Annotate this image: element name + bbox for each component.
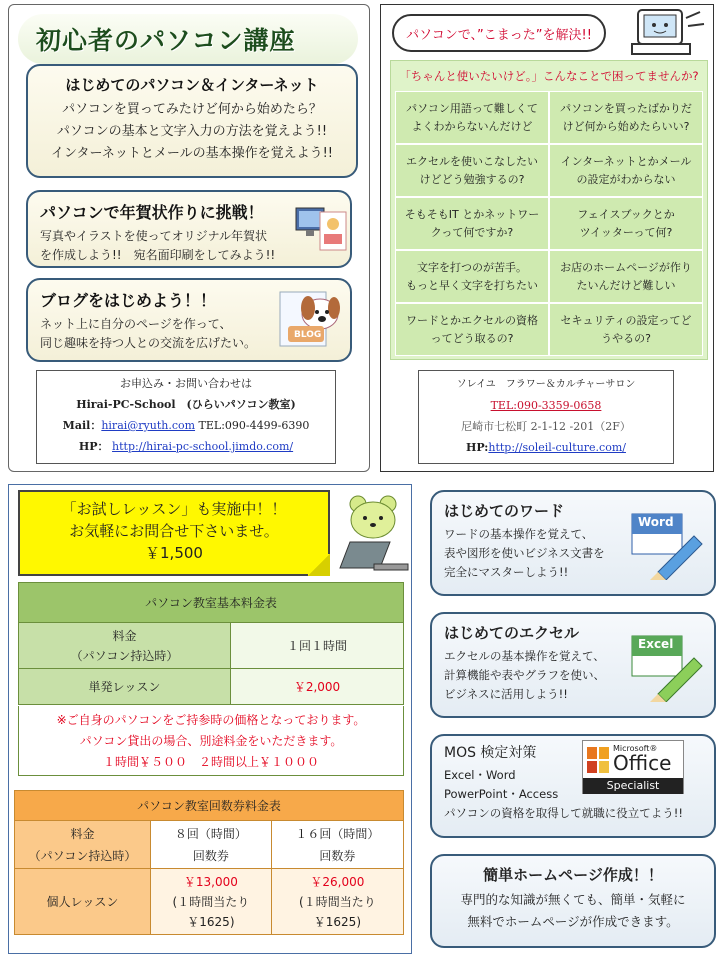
card-heading: パソコンで年賀状作りに挑戦！: [40, 203, 264, 222]
card-line: パソコンを買ってみたけど何から始めたら？: [62, 102, 322, 117]
card-heading: はじめてのワード: [444, 502, 565, 520]
private-lesson-label: 個人レッスン: [15, 869, 151, 935]
hp-row: [419, 437, 673, 458]
question-line: 文字を打つのが苦手。: [417, 260, 527, 274]
card-line: パソコンの資格を取得して就職に役立てよう!!: [444, 806, 683, 820]
question-line: うやるの?: [601, 331, 651, 345]
mail-label: Mail：: [62, 419, 102, 432]
card-heading: はじめてのエクセル: [444, 624, 580, 642]
question-line: よくわからないんだけど: [411, 119, 533, 133]
logo-bar: Specialist: [583, 778, 683, 794]
card-line: 表や図形を使いビジネス文書を: [444, 546, 605, 560]
questions-box: [390, 60, 708, 360]
questions-title: 「ちゃんと使いたいけど。」こんなことで困ってませんか?: [399, 69, 699, 83]
question-line: フェイスブックとか: [577, 207, 675, 221]
card-line: ワードの基本操作を覚えて、: [444, 527, 594, 541]
price-value: ￥26,000: [310, 874, 365, 889]
question-line: もっと早く文字を打ちたい: [406, 278, 538, 292]
fee-label-cell: [19, 623, 231, 669]
speech-bubble: パソコンで、”こまった”を解決!!: [392, 14, 606, 52]
col-header-line: １６回（時間）: [295, 826, 380, 841]
card-line: を作成しよう!! 宛名面印刷をしてみよう!!: [40, 248, 276, 262]
card-line: ビジネスに活用しよう!!: [444, 687, 568, 701]
card-excel: [430, 612, 716, 718]
question-cell: [395, 197, 549, 250]
question-line: インターネットとかメール: [560, 154, 692, 168]
card-line: 写真やイラストを使ってオリジナル年賀状: [40, 229, 268, 243]
question-line: お店のホームページが作り: [560, 260, 692, 274]
contact-intro: お申込み・お問い合わせは: [120, 377, 252, 390]
question-line: セキュリティの設定ってど: [560, 313, 692, 327]
col-header-line: ８回（時間）: [174, 826, 247, 841]
blog-dog-icon: [274, 288, 344, 352]
question-line: たいんだけど難しい: [576, 278, 676, 292]
card-line: 専門的な知識が無くても、簡単・気軽に: [460, 892, 686, 907]
word-icon-text: Word: [638, 515, 674, 529]
blog-badge: BLOG: [294, 330, 322, 340]
monitor-postcard-icon: [294, 202, 350, 254]
price-8-cell: [151, 869, 272, 935]
card-nengajo: [26, 190, 352, 268]
question-line: けどどう勉強するの?: [419, 172, 525, 186]
table-title: パソコン教室基本料金表: [19, 583, 404, 623]
school-name: Hirai-PC-School (ひらいパソコン教室): [76, 398, 296, 411]
questions-grid: [395, 91, 703, 356]
trial-lesson-banner: [18, 490, 330, 576]
price-per-hour: (１時間当たり: [299, 894, 376, 909]
logo-small: Microsoft®: [613, 744, 658, 753]
question-line: エクセルを使いこなしたい: [406, 154, 538, 168]
card-heading: MOS 検定対策: [444, 745, 537, 761]
card-word: [430, 490, 716, 596]
col-16-header: [271, 821, 403, 869]
col-header-line: 回数券: [319, 848, 356, 863]
contact-box-left: [36, 370, 336, 464]
hp-label: HP:: [466, 441, 489, 454]
logo-big: Office: [613, 751, 672, 775]
computer-mascot-icon: [624, 8, 710, 58]
fee-label-cell: [15, 821, 151, 869]
word-pencil-icon: [628, 510, 704, 580]
single-lesson-label: 単発レッスン: [19, 669, 231, 705]
question-line: けど何から始めたらいい?: [562, 119, 690, 133]
price-note: [18, 706, 404, 776]
excel-pencil-icon: [628, 632, 704, 702]
price-per-hour-value: ￥1625): [187, 914, 235, 929]
tel-text: TEL:090-4499-6390: [198, 419, 310, 432]
hp-label: HP：: [78, 440, 109, 453]
question-cell: [549, 303, 703, 356]
card-pc-internet: [26, 64, 358, 178]
col-8-header: [151, 821, 272, 869]
salon-name: ソレイユ フラワー＆カルチャーサロン: [456, 379, 636, 390]
basic-fee-table: [18, 582, 404, 705]
mail-link[interactable]: hirai@ryuth.com: [101, 419, 196, 432]
card-line: ネット上に自分のページを作って、: [40, 317, 232, 331]
card-line: パソコンの基本と文字入力の方法を覚えよう!!: [56, 124, 328, 139]
question-cell: [395, 91, 549, 144]
address-text: 尼崎市七松町 2-1-12 -201（2F）: [461, 420, 631, 433]
office-logo-icon: [587, 747, 609, 773]
contact-box-right: [418, 370, 674, 464]
card-line: 完全にマスターしよう!!: [444, 565, 569, 579]
card-heading: 簡単ホームページ作成！！: [483, 866, 663, 884]
note-line: １時間￥５００ ２時間以上￥１０００: [102, 755, 319, 769]
card-line: 同じ趣味を持つ人との交流を広げたい。: [40, 336, 257, 350]
fee-label: 料金: [112, 628, 137, 643]
question-cell: [549, 144, 703, 197]
price-16-cell: [271, 869, 403, 935]
question-cell: [549, 250, 703, 303]
bear-laptop-icon: [336, 494, 410, 574]
card-mos: [430, 734, 716, 838]
single-lesson-price: ￥2,000: [231, 669, 404, 705]
card-homepage: [430, 854, 716, 948]
note-line: ※ご自身のパソコンをご持参時の価格となっております。: [56, 713, 366, 727]
card-line: 計算機能や表やグラフを使い、: [444, 668, 605, 682]
question-cell: [395, 144, 549, 197]
question-cell: [549, 91, 703, 144]
table-title: パソコン教室回数券料金表: [15, 791, 404, 821]
price-per-hour-value: ￥1625): [313, 914, 362, 929]
question-line: パソコン用語って難しくて: [406, 101, 538, 115]
hp-link[interactable]: http://soleil-culture.com/: [488, 441, 626, 454]
card-line: 無料でホームページが作成できます。: [467, 914, 679, 929]
ticket-fee-table: [14, 790, 404, 935]
promo-price: ￥1,500: [145, 544, 203, 562]
question-cell: [395, 250, 549, 303]
question-cell: [549, 197, 703, 250]
mail-row: [37, 415, 335, 436]
fee-sublabel: （パソコン持込時）: [28, 848, 137, 863]
price-per-hour: (１時間当たり: [172, 894, 250, 909]
card-heading: はじめてのパソコン＆インターネット: [65, 76, 319, 94]
question-line: ってどう取るの?: [430, 331, 514, 345]
question-line: の設定がわからない: [576, 172, 676, 186]
promo-line: お気軽にお問合せ下さいませ。: [69, 522, 279, 540]
card-line: インターネットとメールの基本操作を覚えよう!!: [51, 146, 333, 161]
fee-label: 料金: [70, 826, 95, 841]
col-header-line: 回数券: [192, 848, 229, 863]
fee-value-cell: １回１時間: [231, 623, 404, 669]
question-line: パソコンを買ったばかりだ: [560, 101, 692, 115]
question-line: ツイッターって何?: [579, 225, 673, 239]
page-title: 初心者のパソコン講座: [18, 14, 358, 64]
card-line: Excel・Word: [444, 768, 516, 782]
question-line: クって何ですか?: [430, 225, 514, 239]
question-line: ワードとかエクセルの資格: [406, 313, 538, 327]
hp-link[interactable]: http://hirai-pc-school.jimdo.com/: [112, 440, 294, 453]
card-blog: [26, 278, 352, 362]
question-cell: [395, 303, 549, 356]
price-value: ￥13,000: [183, 874, 238, 889]
card-line: PowerPoint・Access: [444, 787, 559, 801]
tel-link[interactable]: TEL:090-3359-0658: [490, 399, 602, 412]
hp-row: [37, 436, 335, 457]
office-specialist-logo: [582, 740, 684, 794]
question-line: そもそもIT とかネットワー: [404, 207, 540, 221]
card-line: エクセルの基本操作を覚えて、: [444, 649, 605, 663]
promo-line: 「お試しレッスン」も実施中！！: [61, 500, 287, 518]
excel-icon-text: Excel: [638, 637, 674, 651]
fee-sublabel: （パソコン持込時）: [70, 648, 179, 663]
note-line: パソコン貸出の場合、別途料金をいただきます。: [79, 734, 343, 748]
card-heading: ブログをはじめよう！！: [40, 291, 217, 310]
